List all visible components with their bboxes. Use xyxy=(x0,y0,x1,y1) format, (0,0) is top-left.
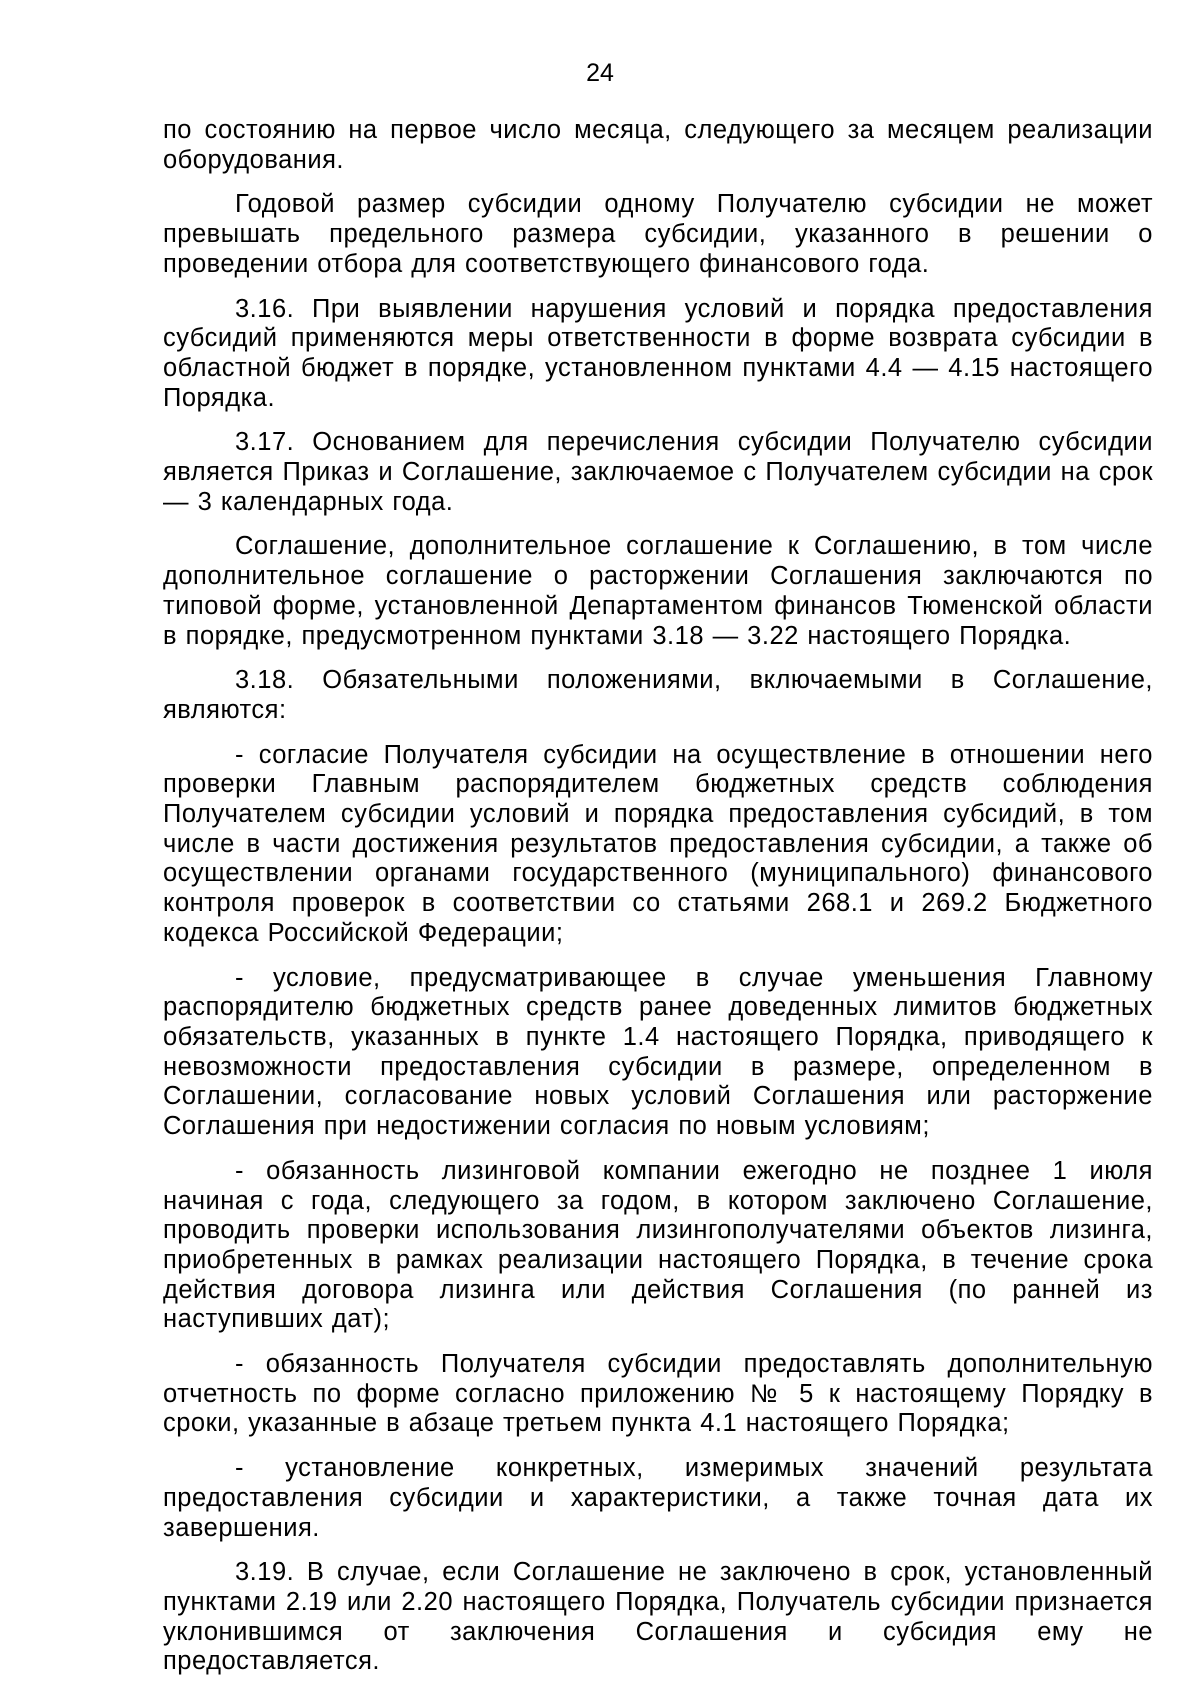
paragraph-agreement-form: Соглашение, дополнительное соглашение к Соглашению, в том числе дополнительное соглашение о расторжении Соглашения заключаются по типовой форме, установленной Департаментом финансов Тюменской области в порядке, предусмотренном пунктами 3.18 — 3.22 настоящего Порядка. xyxy=(163,532,1153,650)
list-item-leasing-company-checks: - обязанность лизинговой компании ежегодно не позднее 1 июля начиная с года, следующего за годом, в котором заключено Соглашение, проводить проверки использования лизингополучателями объектов лизинга, приобретенных в рамках реализации настоящего Порядка, в течение срока действия договора лизинга или действия Соглашения (по ранней из наступивших дат); xyxy=(163,1156,1153,1334)
paragraph-annual-subsidy-limit: Годовой размер субсидии одному Получателю субсидии не может превышать предельного размера субсидии, указанного в решении о проведении отбора для соответствующего финансового года. xyxy=(163,190,1153,278)
paragraph-continuation: по состоянию на первое число месяца, следующего за месяцем реализации оборудования. xyxy=(163,116,1153,174)
page-number: 24 xyxy=(586,59,614,87)
list-item-result-values: - установление конкретных, измеримых значений результата предоставления субсидии и характеристики, а также точная дата их завершения. xyxy=(163,1454,1153,1542)
paragraph-3-18: 3.18. Обязательными положениями, включаемыми в Соглашение, являются: xyxy=(163,666,1153,724)
list-item-limit-reduction-condition: - условие, предусматривающее в случае уменьшения Главному распорядителю бюджетных средств ранее доведенных лимитов бюджетных обязательств, указанных в пункте 1.4 настоящего Порядка, приводящего к невозможности предоставления субсидии в размере, определенном в Соглашении, согласование новых условий Соглашения или расторжение Соглашения при недостижении согласия по новым условиям; xyxy=(163,963,1153,1141)
paragraph-3-16: 3.16. При выявлении нарушения условий и порядка предоставления субсидий применяются меры ответственности в форме возврата субсидии в областной бюджет в порядке, установленном пунктами 4.4 — 4.15 настоящего Порядка. xyxy=(163,294,1153,412)
paragraph-3-17: 3.17. Основанием для перечисления субсидии Получателю субсидии является Приказ и Соглашение, заключаемое с Получателем субсидии на срок — 3 календарных года. xyxy=(163,428,1153,516)
list-item-consent-to-inspection: - согласие Получателя субсидии на осуществление в отношении него проверки Главным распорядителем бюджетных средств соблюдения Получателем субсидии условий и порядка предоставления субсидий, в том числе в части достижения результатов предоставления субсидии, а также об осуществлении органами государственного (муниципального) финансового контроля проверок в соответствии со статьями 268.1 и 269.2 Бюджетного кодекса Российской Федерации; xyxy=(163,740,1153,947)
document-body xyxy=(163,116,1153,1677)
list-item-additional-reporting: - обязанность Получателя субсидии предоставлять дополнительную отчетность по форме согласно приложению № 5 к настоящему Порядку в сроки, указанные в абзаце третьем пункта 4.1 настоящего Порядка; xyxy=(163,1350,1153,1438)
paragraph-3-19: 3.19. В случае, если Соглашение не заключено в срок, установленный пунктами 2.19 или 2.20 настоящего Порядка, Получатель субсидии признается уклонившимся от заключения Соглашения и субсидия ему не предоставляется. xyxy=(163,1558,1153,1676)
